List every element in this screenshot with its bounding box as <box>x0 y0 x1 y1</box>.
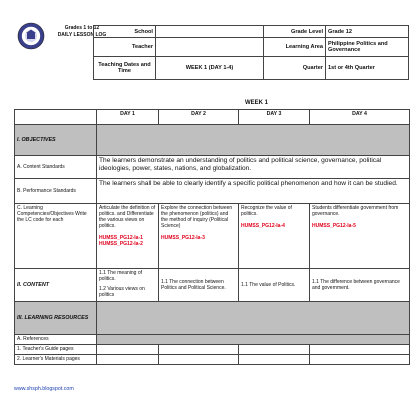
learning-competencies-label: C. Learning Competencies/Objectives Write the LC code for each <box>15 204 97 269</box>
day-header-blank <box>15 110 97 125</box>
header-table <box>93 25 409 80</box>
day-1-content-item-1: 1.1 The meaning of politics. <box>99 270 142 282</box>
learners-materials-day-4 <box>310 355 410 365</box>
day-2-header: DAY 2 <box>159 110 239 125</box>
day-1-header: DAY 1 <box>97 110 159 125</box>
teaching-dates-value: WEEK 1 (DAY 1-4) <box>156 57 264 80</box>
content-heading: II. CONTENT <box>15 269 97 302</box>
teaching-dates-label: Teaching Dates and Time <box>94 57 156 80</box>
day-1-content <box>97 269 159 302</box>
day-1-competency-text: Articulate the definition of politics. and Differentiate the various views on politics. <box>99 205 156 229</box>
day-2-content: 1.1 The connection between Politics and Political Science. <box>159 269 239 302</box>
quarter-value: 1st or 4th Quarter <box>326 57 409 80</box>
teachers-guide-day-1 <box>97 345 159 355</box>
learners-materials-day-3 <box>239 355 310 365</box>
grade-level-value: Grade 12 <box>326 26 409 38</box>
learners-materials-label: 2. Learner's Materials pages <box>15 355 97 365</box>
day-1-lc-code-1: HUMSS_PG12-Ia-1 <box>99 235 143 241</box>
teachers-guide-label: 1. Teacher's Guide pages <box>15 345 97 355</box>
content-standards-text: The learners demonstrate an understanding of politics and political science, governance, political ideologies, power, states, nations, and globalization. <box>97 156 410 179</box>
day-3-competency <box>239 204 310 269</box>
school-value <box>156 26 264 38</box>
footer-website-link[interactable]: www.shsph.blogspot.com <box>14 386 74 392</box>
day-4-content: 1.1 The difference between governance and government. <box>310 269 410 302</box>
day-1-lc-code-2: HUMSS_PG12-Ia-2 <box>99 241 143 247</box>
quarter-label: Quarter <box>264 57 326 80</box>
lesson-log-name: DAILY LESSON LOG <box>57 32 107 38</box>
day-4-header: DAY 4 <box>310 110 410 125</box>
day-3-content: 1.1 The value of Politics. <box>239 269 310 302</box>
teacher-value <box>156 38 264 57</box>
learning-resources-heading: III. LEARNING RESOURCES <box>15 302 97 335</box>
objectives-heading: I. OBJECTIVES <box>15 125 97 156</box>
day-2-lc-code: HUMSS_PG12-Ia-3 <box>161 235 205 241</box>
day-2-competency <box>159 204 239 269</box>
learning-resources-fill <box>97 302 410 335</box>
teacher-label: Teacher <box>94 38 156 57</box>
day-3-lc-code: HUMSS_PG12-Ia-4 <box>241 223 285 229</box>
lesson-log-table <box>14 109 410 365</box>
performance-standards-label: B. Performance Standards <box>15 179 97 204</box>
week-title: WEEK 1 <box>245 100 269 106</box>
school-seal-icon <box>17 22 45 50</box>
day-1-competency <box>97 204 159 269</box>
learning-area-value: Philippine Politics and Governance <box>326 38 409 57</box>
learning-area-label: Learning Area <box>264 38 326 57</box>
day-3-competency-text: Recognize the value of politics. <box>241 205 292 217</box>
day-4-competency-text: Students differentiate government from governance. <box>312 205 399 217</box>
references-fill <box>97 335 410 345</box>
grade-level-label: Grade Level <box>264 26 326 38</box>
objectives-heading-fill <box>97 125 410 156</box>
references-label: A. References <box>15 335 97 345</box>
day-3-header: DAY 3 <box>239 110 310 125</box>
day-2-competency-text: Explore the connection between the phenomenon (politics) and the method of inquiry (Political Science) <box>161 205 233 229</box>
teachers-guide-day-4 <box>310 345 410 355</box>
performance-standards-text: The learners shall be able to clearly identify a specific political phenomenon and how it can be studied. <box>97 179 410 204</box>
day-1-content-item-2: 1.2 Various views on politics <box>99 286 145 298</box>
lesson-log-grades: Grades 1 to 12 <box>64 25 100 31</box>
day-4-lc-code: HUMSS_PG12-Ia-5 <box>312 223 356 229</box>
teachers-guide-day-3 <box>239 345 310 355</box>
learners-materials-day-1 <box>97 355 159 365</box>
learners-materials-day-2 <box>159 355 239 365</box>
content-standards-label: A. Content Standards <box>15 156 97 179</box>
school-label: School <box>94 26 156 38</box>
day-4-competency <box>310 204 410 269</box>
teachers-guide-day-2 <box>159 345 239 355</box>
